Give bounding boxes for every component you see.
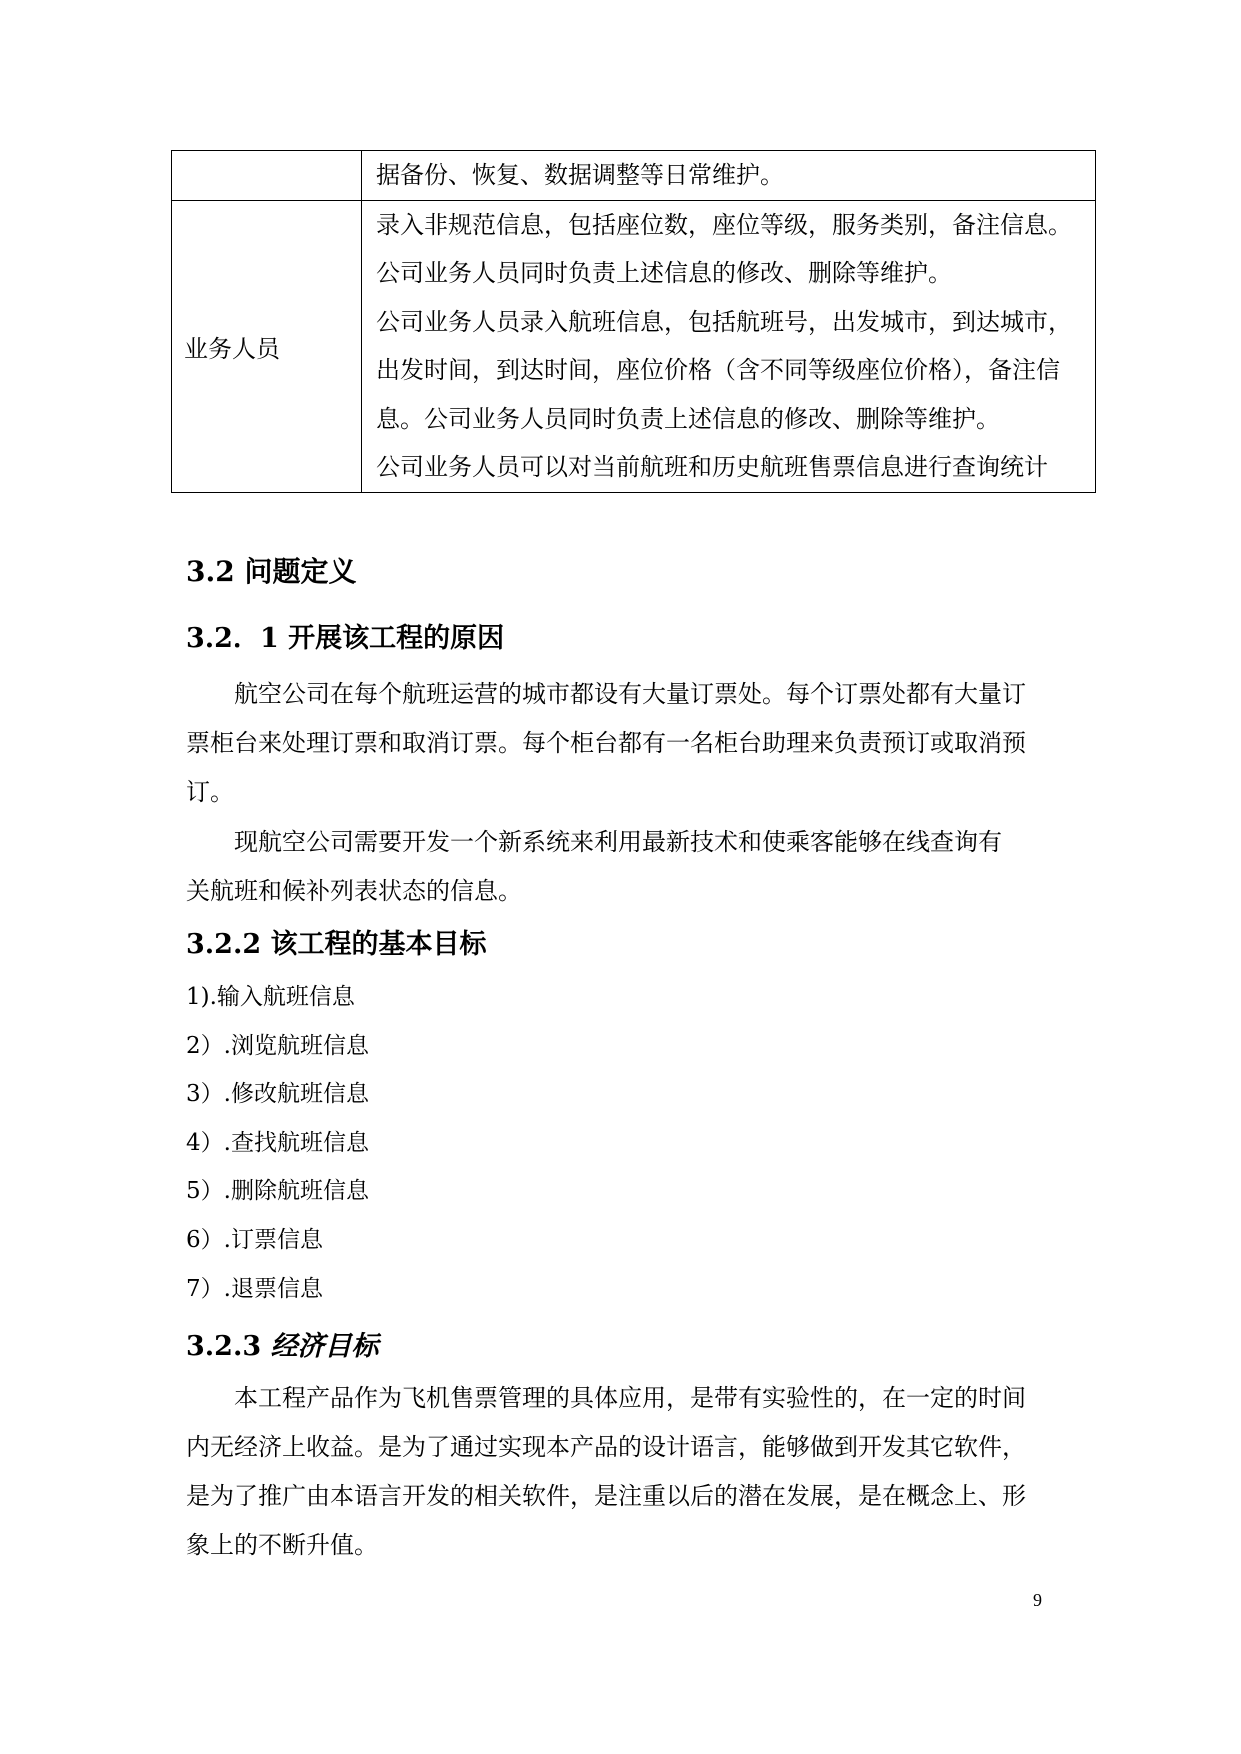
paragraph-line: 订。 xyxy=(186,778,234,806)
paragraph-reasons-2 xyxy=(186,818,1066,916)
paragraph-line: 象上的不断升值。 xyxy=(186,1531,378,1559)
list-item: 3）.修改航班信息 xyxy=(186,1081,369,1108)
section-heading-3-2-1: 3.2．1 开展该工程的原因 xyxy=(186,623,505,654)
duty-line: 公司业务人员可以对当前航班和历史航班售票信息进行查询统计 xyxy=(376,453,1048,481)
duty-line: 出发时间，到达时间，座位价格（含不同等级座位价格），备注信 xyxy=(376,356,1060,384)
table-row xyxy=(172,200,1096,492)
section-heading-3-2: 3.2 问题定义 xyxy=(186,555,357,588)
duty-line: 公司业务人员同时负责上述信息的修改、删除等维护。 xyxy=(376,259,952,287)
list-item: 1).输入航班信息 xyxy=(186,984,355,1010)
role-cell xyxy=(172,151,362,201)
duty-line: 录入非规范信息，包括座位数，座位等级，服务类别，备注信息。 xyxy=(376,210,1072,239)
paragraph-line: 现航空公司需要开发一个新系统来利用最新技术和使乘客能够在线查询有 xyxy=(186,828,1002,856)
table-row xyxy=(172,151,1096,201)
roles-table xyxy=(171,150,1096,493)
heading-title: 经济目标 xyxy=(270,1331,379,1362)
list-item: 5）.删除航班信息 xyxy=(186,1178,369,1205)
list-item: 6）.订票信息 xyxy=(186,1226,323,1253)
duty-cell xyxy=(362,151,1096,201)
duty-line: 据备份、恢复、数据调整等日常维护。 xyxy=(376,161,784,189)
role-label: 业务人员 xyxy=(184,334,280,363)
paragraph-economic xyxy=(186,1374,1066,1570)
heading-number: 3.2.3 xyxy=(186,1331,271,1362)
page-number: 9 xyxy=(1033,1590,1042,1610)
paragraph-reasons-1 xyxy=(186,670,1066,817)
duty-line: 息。公司业务人员同时负责上述信息的修改、删除等维护。 xyxy=(376,404,1000,433)
paragraph-line: 航空公司在每个航班运营的城市都设有大量订票处。每个订票处都有大量订 xyxy=(186,680,1026,708)
paragraph-line: 内无经济上收益。是为了通过实现本产品的设计语言，能够做到开发其它软件， xyxy=(186,1433,1026,1461)
list-item: 2）.浏览航班信息 xyxy=(186,1032,369,1059)
list-item: 4）.查找航班信息 xyxy=(186,1129,369,1156)
list-item: 7）.退票信息 xyxy=(186,1275,323,1302)
section-heading-3-2-3 xyxy=(186,1328,379,1366)
paragraph-line: 是为了推广由本语言开发的相关软件，是注重以后的潜在发展，是在概念上、形 xyxy=(186,1482,1026,1510)
paragraph-line: 票柜台来处理订票和取消订票。每个柜台都有一名柜台助理来负责预订或取消预 xyxy=(186,729,1026,757)
duty-cell xyxy=(362,200,1096,492)
paragraph-line: 本工程产品作为飞机售票管理的具体应用，是带有实验性的，在一定的时间 xyxy=(186,1384,1026,1412)
duty-line: 公司业务人员录入航班信息，包括航班号，出发城市，到达城市， xyxy=(376,307,1072,336)
goals-list xyxy=(186,973,369,1313)
role-cell xyxy=(172,200,362,492)
section-heading-3-2-2: 3.2.2 该工程的基本目标 xyxy=(186,929,487,960)
paragraph-line: 关航班和候补列表状态的信息。 xyxy=(186,877,522,905)
